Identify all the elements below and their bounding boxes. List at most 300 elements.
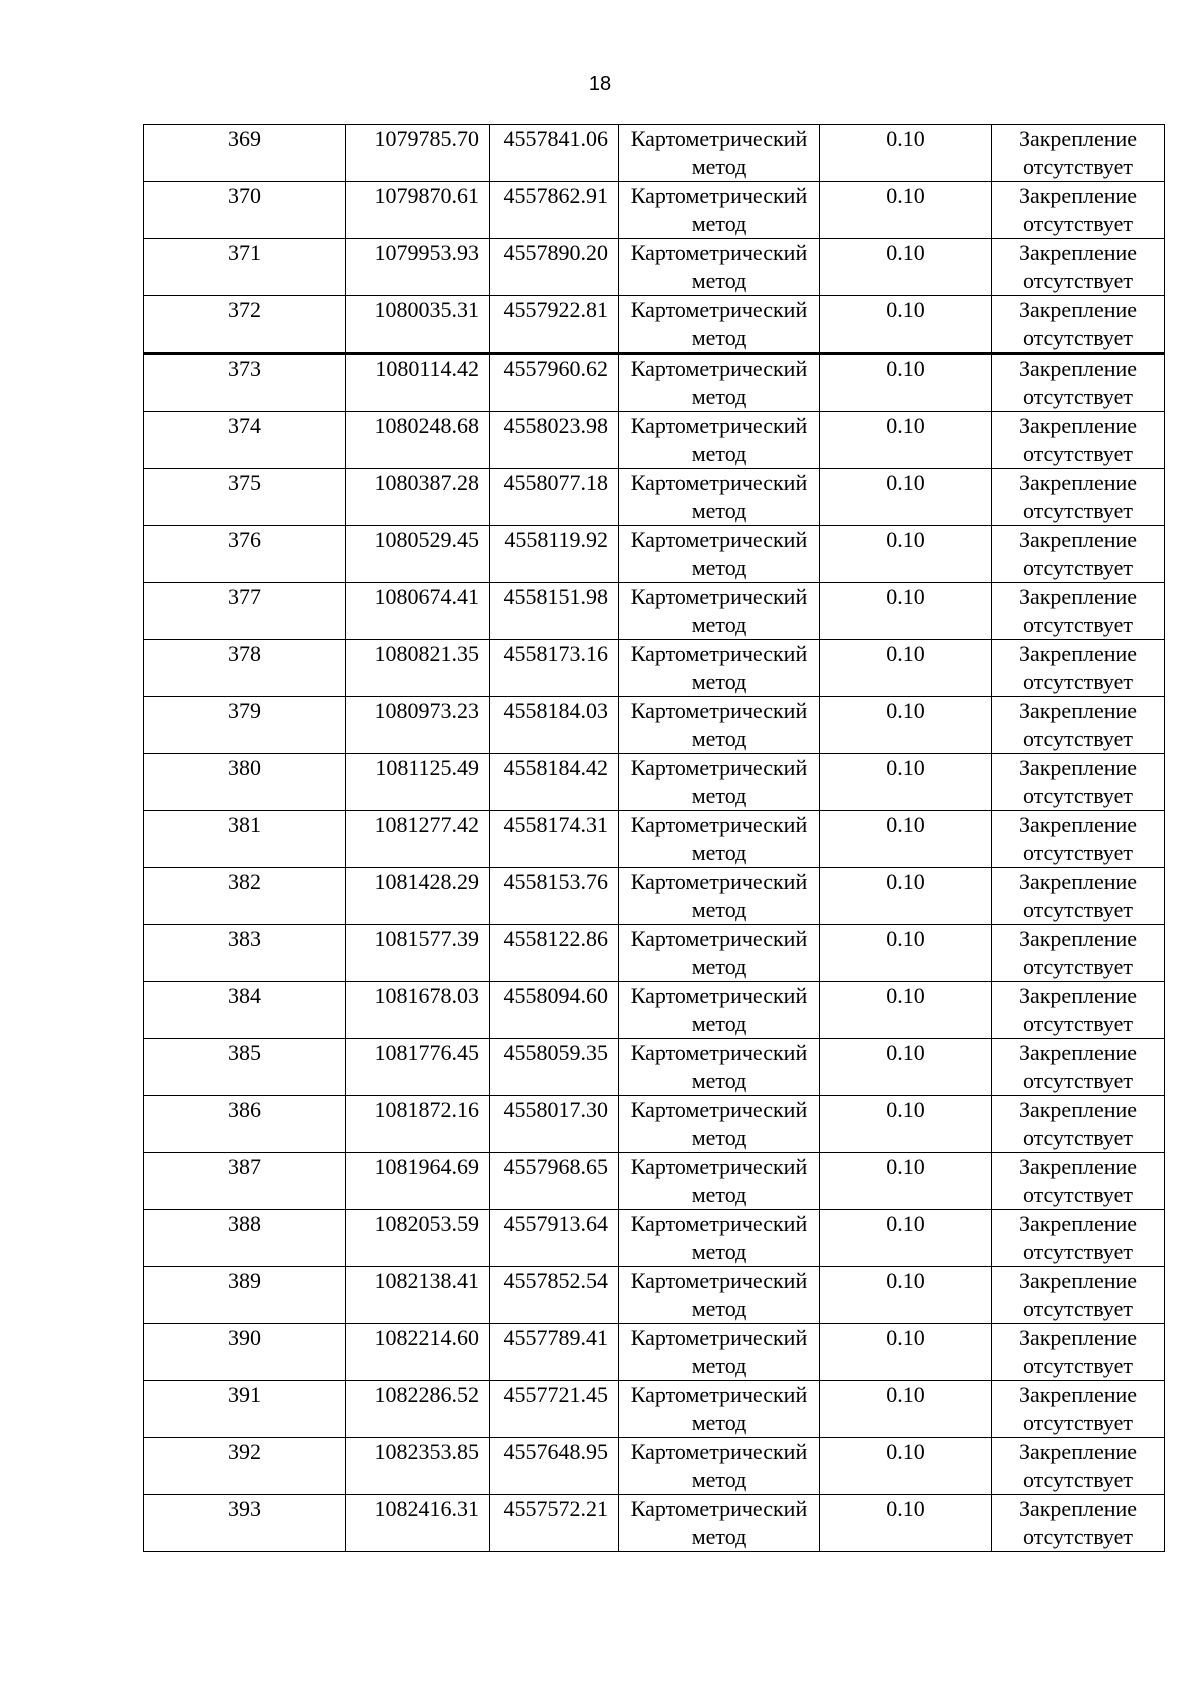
table-row xyxy=(144,1039,1165,1096)
y-coordinate-text: 4557789.41 xyxy=(503,1325,608,1350)
accuracy-text: 0.10 xyxy=(886,1211,925,1236)
method-text: Картометрический xyxy=(630,527,808,552)
method-cell xyxy=(619,296,820,354)
x-coordinate-cell xyxy=(346,1153,490,1210)
fixing-cell xyxy=(992,296,1165,354)
x-coordinate-cell xyxy=(346,982,490,1039)
fixing-text: отсутствует xyxy=(1022,441,1134,466)
fixing-text: отсутствует xyxy=(1022,840,1134,865)
fixing-text: Закрепление xyxy=(1018,1496,1138,1521)
fixing-text: отсутствует xyxy=(1022,726,1134,751)
fixing-cell xyxy=(992,811,1165,868)
point-number-cell xyxy=(144,1381,346,1438)
method-cell xyxy=(619,526,820,583)
x-coordinate-cell xyxy=(346,1381,490,1438)
accuracy-cell xyxy=(820,868,992,925)
fixing-text: Закрепление xyxy=(1018,1439,1138,1464)
method-text: метод xyxy=(691,1524,747,1549)
point-number-cell xyxy=(144,125,346,182)
x-coordinate-cell xyxy=(346,182,490,239)
coordinates-table xyxy=(143,124,1165,1552)
y-coordinate-cell xyxy=(490,697,619,754)
point-number-cell xyxy=(144,811,346,868)
x-coordinate-text: 1080114.42 xyxy=(375,356,479,381)
accuracy-text: 0.10 xyxy=(886,1268,925,1293)
fixing-cell xyxy=(992,125,1165,182)
y-coordinate-text: 4557648.95 xyxy=(503,1439,608,1464)
accuracy-text: 0.10 xyxy=(886,1097,925,1122)
x-coordinate-text: 1082416.31 xyxy=(374,1496,479,1521)
method-cell xyxy=(619,1438,820,1495)
x-coordinate-text: 1082286.52 xyxy=(374,1382,479,1407)
accuracy-cell xyxy=(820,239,992,296)
y-coordinate-cell xyxy=(490,526,619,583)
table-row xyxy=(144,239,1165,296)
method-cell xyxy=(619,982,820,1039)
method-text: метод xyxy=(691,1182,747,1207)
accuracy-text: 0.10 xyxy=(886,755,925,780)
y-coordinate-cell xyxy=(490,125,619,182)
method-text: Картометрический xyxy=(630,183,808,208)
x-coordinate-text: 1080529.45 xyxy=(374,527,479,552)
accuracy-text: 0.10 xyxy=(886,1439,925,1464)
method-text: метод xyxy=(691,612,747,637)
point-number-cell xyxy=(144,925,346,982)
accuracy-cell xyxy=(820,1324,992,1381)
fixing-text: Закрепление xyxy=(1018,1382,1138,1407)
y-coordinate-cell xyxy=(490,1210,619,1267)
accuracy-text: 0.10 xyxy=(886,698,925,723)
method-cell xyxy=(619,754,820,811)
fixing-text: отсутствует xyxy=(1022,1182,1134,1207)
x-coordinate-cell xyxy=(346,1438,490,1495)
accuracy-text: 0.10 xyxy=(886,183,925,208)
y-coordinate-text: 4557862.91 xyxy=(503,183,608,208)
y-coordinate-cell xyxy=(490,982,619,1039)
fixing-cell xyxy=(992,1096,1165,1153)
method-cell xyxy=(619,1096,820,1153)
fixing-text: отсутствует xyxy=(1022,1410,1134,1435)
method-text: метод xyxy=(691,1353,747,1378)
y-coordinate-text: 4558094.60 xyxy=(503,983,608,1008)
y-coordinate-text: 4558174.31 xyxy=(503,812,608,837)
y-coordinate-text: 4557721.45 xyxy=(503,1382,608,1407)
y-coordinate-text: 4558122.86 xyxy=(503,926,608,951)
y-coordinate-cell xyxy=(490,296,619,354)
accuracy-text: 0.10 xyxy=(886,470,925,495)
accuracy-text: 0.10 xyxy=(886,1496,925,1521)
method-text: Картометрический xyxy=(630,812,808,837)
accuracy-cell xyxy=(820,125,992,182)
point-number-text: 372 xyxy=(228,297,261,322)
y-coordinate-cell xyxy=(490,239,619,296)
table-row xyxy=(144,1324,1165,1381)
fixing-text: Закрепление xyxy=(1018,1040,1138,1065)
x-coordinate-cell xyxy=(346,925,490,982)
fixing-cell xyxy=(992,1381,1165,1438)
method-cell xyxy=(619,1039,820,1096)
point-number-text: 390 xyxy=(228,1325,261,1350)
fixing-text: Закрепление xyxy=(1018,1211,1138,1236)
method-text: Картометрический xyxy=(630,698,808,723)
point-number-cell xyxy=(144,1495,346,1552)
fixing-text: Закрепление xyxy=(1018,869,1138,894)
fixing-cell xyxy=(992,412,1165,469)
method-text: метод xyxy=(691,1410,747,1435)
fixing-text: Закрепление xyxy=(1018,240,1138,265)
point-number-text: 393 xyxy=(228,1496,261,1521)
x-coordinate-cell xyxy=(346,412,490,469)
accuracy-text: 0.10 xyxy=(886,240,925,265)
method-text: Картометрический xyxy=(630,240,808,265)
table-row xyxy=(144,754,1165,811)
method-text: метод xyxy=(691,954,747,979)
table-row xyxy=(144,811,1165,868)
point-number-cell xyxy=(144,1039,346,1096)
x-coordinate-cell xyxy=(346,1495,490,1552)
x-coordinate-text: 1079953.93 xyxy=(374,240,479,265)
y-coordinate-cell xyxy=(490,640,619,697)
fixing-text: Закрепление xyxy=(1018,297,1138,322)
y-coordinate-cell xyxy=(490,1495,619,1552)
fixing-cell xyxy=(992,526,1165,583)
fixing-text: отсутствует xyxy=(1022,1125,1134,1150)
y-coordinate-text: 4558077.18 xyxy=(503,470,608,495)
method-text: метод xyxy=(691,211,747,236)
fixing-text: Закрепление xyxy=(1018,926,1138,951)
fixing-text: отсутствует xyxy=(1022,1011,1134,1036)
point-number-text: 378 xyxy=(228,641,261,666)
fixing-cell xyxy=(992,182,1165,239)
method-cell xyxy=(619,1153,820,1210)
method-cell xyxy=(619,1267,820,1324)
point-number-text: 391 xyxy=(228,1382,261,1407)
method-text: Картометрический xyxy=(630,1325,808,1350)
fixing-text: Закрепление xyxy=(1018,1268,1138,1293)
fixing-cell xyxy=(992,469,1165,526)
table-row xyxy=(144,125,1165,182)
fixing-cell xyxy=(992,239,1165,296)
fixing-text: отсутствует xyxy=(1022,268,1134,293)
fixing-text: Закрепление xyxy=(1018,1154,1138,1179)
method-text: метод xyxy=(691,897,747,922)
fixing-text: отсутствует xyxy=(1022,1296,1134,1321)
fixing-text: Закрепление xyxy=(1018,983,1138,1008)
accuracy-cell xyxy=(820,754,992,811)
point-number-cell xyxy=(144,1324,346,1381)
point-number-text: 375 xyxy=(228,470,261,495)
method-text: метод xyxy=(691,783,747,808)
fixing-cell xyxy=(992,868,1165,925)
table-row xyxy=(144,296,1165,354)
point-number-text: 381 xyxy=(228,812,261,837)
y-coordinate-text: 4558059.35 xyxy=(503,1040,608,1065)
accuracy-cell xyxy=(820,412,992,469)
point-number-cell xyxy=(144,754,346,811)
accuracy-text: 0.10 xyxy=(886,1154,925,1179)
method-text: метод xyxy=(691,1467,747,1492)
table-row xyxy=(144,1210,1165,1267)
x-coordinate-cell xyxy=(346,640,490,697)
y-coordinate-cell xyxy=(490,1153,619,1210)
accuracy-text: 0.10 xyxy=(886,413,925,438)
method-text: Картометрический xyxy=(630,1439,808,1464)
method-text: метод xyxy=(691,1068,747,1093)
accuracy-text: 0.10 xyxy=(886,641,925,666)
method-text: Картометрический xyxy=(630,297,808,322)
method-text: метод xyxy=(691,840,747,865)
page-number: 18 xyxy=(588,73,612,95)
fixing-text: отсутствует xyxy=(1022,325,1134,350)
x-coordinate-cell xyxy=(346,125,490,182)
fixing-text: отсутствует xyxy=(1022,154,1134,179)
x-coordinate-cell xyxy=(346,1096,490,1153)
method-cell xyxy=(619,354,820,412)
point-number-cell xyxy=(144,982,346,1039)
point-number-cell xyxy=(144,868,346,925)
x-coordinate-cell xyxy=(346,239,490,296)
y-coordinate-text: 4557960.62 xyxy=(503,356,608,381)
y-coordinate-cell xyxy=(490,1438,619,1495)
x-coordinate-cell xyxy=(346,296,490,354)
fixing-text: отсутствует xyxy=(1022,498,1134,523)
table-row xyxy=(144,354,1165,412)
point-number-cell xyxy=(144,1096,346,1153)
y-coordinate-cell xyxy=(490,354,619,412)
method-cell xyxy=(619,868,820,925)
point-number-cell xyxy=(144,526,346,583)
fixing-text: Закрепление xyxy=(1018,641,1138,666)
fixing-text: Закрепление xyxy=(1018,356,1138,381)
method-text: метод xyxy=(691,498,747,523)
y-coordinate-cell xyxy=(490,412,619,469)
fixing-text: отсутствует xyxy=(1022,384,1134,409)
fixing-cell xyxy=(992,754,1165,811)
fixing-text: Закрепление xyxy=(1018,812,1138,837)
x-coordinate-text: 1081678.03 xyxy=(374,983,479,1008)
table-row xyxy=(144,1096,1165,1153)
x-coordinate-text: 1081428.29 xyxy=(374,869,479,894)
x-coordinate-cell xyxy=(346,1210,490,1267)
x-coordinate-cell xyxy=(346,1324,490,1381)
accuracy-cell xyxy=(820,640,992,697)
method-text: Картометрический xyxy=(630,755,808,780)
table-row xyxy=(144,640,1165,697)
accuracy-cell xyxy=(820,1381,992,1438)
accuracy-cell xyxy=(820,982,992,1039)
point-number-text: 385 xyxy=(228,1040,261,1065)
method-cell xyxy=(619,412,820,469)
point-number-text: 388 xyxy=(228,1211,261,1236)
point-number-text: 371 xyxy=(228,240,261,265)
method-text: Картометрический xyxy=(630,413,808,438)
method-text: метод xyxy=(691,441,747,466)
accuracy-cell xyxy=(820,469,992,526)
point-number-text: 392 xyxy=(228,1439,261,1464)
method-cell xyxy=(619,1381,820,1438)
accuracy-text: 0.10 xyxy=(886,1382,925,1407)
method-cell xyxy=(619,640,820,697)
method-text: метод xyxy=(691,1239,747,1264)
method-cell xyxy=(619,469,820,526)
point-number-text: 373 xyxy=(228,356,261,381)
fixing-text: отсутствует xyxy=(1022,612,1134,637)
x-coordinate-text: 1080973.23 xyxy=(374,698,479,723)
y-coordinate-text: 4558184.42 xyxy=(503,755,608,780)
method-text: метод xyxy=(691,325,747,350)
method-text: метод xyxy=(691,1296,747,1321)
accuracy-text: 0.10 xyxy=(886,1325,925,1350)
method-text: Картометрический xyxy=(630,641,808,666)
x-coordinate-text: 1082214.60 xyxy=(374,1325,479,1350)
y-coordinate-cell xyxy=(490,1381,619,1438)
method-text: Картометрический xyxy=(630,584,808,609)
y-coordinate-cell xyxy=(490,1039,619,1096)
method-text: Картометрический xyxy=(630,470,808,495)
method-cell xyxy=(619,125,820,182)
table-row xyxy=(144,982,1165,1039)
table-row xyxy=(144,1267,1165,1324)
point-number-cell xyxy=(144,354,346,412)
x-coordinate-text: 1081125.49 xyxy=(375,755,479,780)
point-number-cell xyxy=(144,697,346,754)
fixing-text: отсутствует xyxy=(1022,897,1134,922)
x-coordinate-cell xyxy=(346,1039,490,1096)
fixing-text: отсутствует xyxy=(1022,669,1134,694)
coordinates-table-body xyxy=(144,125,1165,1552)
fixing-text: отсутствует xyxy=(1022,555,1134,580)
x-coordinate-cell xyxy=(346,354,490,412)
accuracy-text: 0.10 xyxy=(886,297,925,322)
x-coordinate-text: 1081872.16 xyxy=(374,1097,479,1122)
fixing-text: Закрепление xyxy=(1018,755,1138,780)
method-cell xyxy=(619,1210,820,1267)
fixing-cell xyxy=(992,583,1165,640)
accuracy-text: 0.10 xyxy=(886,869,925,894)
table-row xyxy=(144,1381,1165,1438)
x-coordinate-cell xyxy=(346,811,490,868)
accuracy-cell xyxy=(820,1153,992,1210)
table-row xyxy=(144,1438,1165,1495)
y-coordinate-text: 4557890.20 xyxy=(503,240,608,265)
x-coordinate-text: 1080248.68 xyxy=(374,413,479,438)
x-coordinate-text: 1081577.39 xyxy=(374,926,479,951)
accuracy-cell xyxy=(820,1267,992,1324)
accuracy-cell xyxy=(820,182,992,239)
point-number-text: 389 xyxy=(228,1268,261,1293)
fixing-text: Закрепление xyxy=(1018,698,1138,723)
method-cell xyxy=(619,182,820,239)
fixing-cell xyxy=(992,640,1165,697)
point-number-text: 379 xyxy=(228,698,261,723)
accuracy-cell xyxy=(820,296,992,354)
method-text: Картометрический xyxy=(630,1382,808,1407)
method-cell xyxy=(619,1495,820,1552)
fixing-cell xyxy=(992,697,1165,754)
fixing-cell xyxy=(992,1324,1165,1381)
accuracy-text: 0.10 xyxy=(886,126,925,151)
accuracy-cell xyxy=(820,925,992,982)
fixing-cell xyxy=(992,1267,1165,1324)
x-coordinate-cell xyxy=(346,583,490,640)
y-coordinate-text: 4558119.92 xyxy=(504,527,608,552)
x-coordinate-cell xyxy=(346,526,490,583)
fixing-text: отсутствует xyxy=(1022,783,1134,808)
fixing-text: Закрепление xyxy=(1018,1325,1138,1350)
y-coordinate-text: 4557852.54 xyxy=(503,1268,608,1293)
y-coordinate-text: 4557922.81 xyxy=(503,297,608,322)
y-coordinate-text: 4558184.03 xyxy=(503,698,608,723)
fixing-cell xyxy=(992,1495,1165,1552)
method-text: Картометрический xyxy=(630,983,808,1008)
table-row xyxy=(144,526,1165,583)
x-coordinate-text: 1082138.41 xyxy=(374,1268,479,1293)
x-coordinate-text: 1080674.41 xyxy=(374,584,479,609)
accuracy-cell xyxy=(820,1495,992,1552)
x-coordinate-text: 1080387.28 xyxy=(374,470,479,495)
y-coordinate-text: 4557913.64 xyxy=(503,1211,608,1236)
fixing-cell xyxy=(992,925,1165,982)
y-coordinate-cell xyxy=(490,1096,619,1153)
y-coordinate-cell xyxy=(490,182,619,239)
accuracy-text: 0.10 xyxy=(886,812,925,837)
x-coordinate-text: 1080035.31 xyxy=(374,297,479,322)
y-coordinate-text: 4558023.98 xyxy=(503,413,608,438)
point-number-cell xyxy=(144,239,346,296)
method-text: Картометрический xyxy=(630,1268,808,1293)
method-text: Картометрический xyxy=(630,1496,808,1521)
fixing-text: Закрепление xyxy=(1018,1097,1138,1122)
table-row xyxy=(144,925,1165,982)
y-coordinate-cell xyxy=(490,811,619,868)
fixing-cell xyxy=(992,1438,1165,1495)
method-text: метод xyxy=(691,1125,747,1150)
y-coordinate-cell xyxy=(490,868,619,925)
point-number-cell xyxy=(144,640,346,697)
point-number-text: 377 xyxy=(228,584,261,609)
y-coordinate-text: 4557572.21 xyxy=(503,1496,608,1521)
y-coordinate-cell xyxy=(490,1267,619,1324)
y-coordinate-cell xyxy=(490,469,619,526)
method-text: Картометрический xyxy=(630,1040,808,1065)
method-text: метод xyxy=(691,726,747,751)
fixing-text: отсутствует xyxy=(1022,211,1134,236)
method-cell xyxy=(619,925,820,982)
method-text: Картометрический xyxy=(630,1211,808,1236)
fixing-text: отсутствует xyxy=(1022,1524,1134,1549)
point-number-cell xyxy=(144,469,346,526)
method-text: Картометрический xyxy=(630,926,808,951)
method-text: Картометрический xyxy=(630,126,808,151)
fixing-text: Закрепление xyxy=(1018,470,1138,495)
accuracy-cell xyxy=(820,1210,992,1267)
method-text: Картометрический xyxy=(630,356,808,381)
y-coordinate-text: 4558173.16 xyxy=(503,641,608,666)
method-text: Картометрический xyxy=(630,1097,808,1122)
point-number-text: 376 xyxy=(228,527,261,552)
table-row xyxy=(144,182,1165,239)
method-text: Картометрический xyxy=(630,1154,808,1179)
accuracy-text: 0.10 xyxy=(886,356,925,381)
fixing-text: отсутствует xyxy=(1022,1239,1134,1264)
fixing-text: Закрепление xyxy=(1018,183,1138,208)
point-number-cell xyxy=(144,583,346,640)
point-number-cell xyxy=(144,1438,346,1495)
x-coordinate-cell xyxy=(346,697,490,754)
accuracy-cell xyxy=(820,354,992,412)
accuracy-text: 0.10 xyxy=(886,1040,925,1065)
point-number-cell xyxy=(144,182,346,239)
